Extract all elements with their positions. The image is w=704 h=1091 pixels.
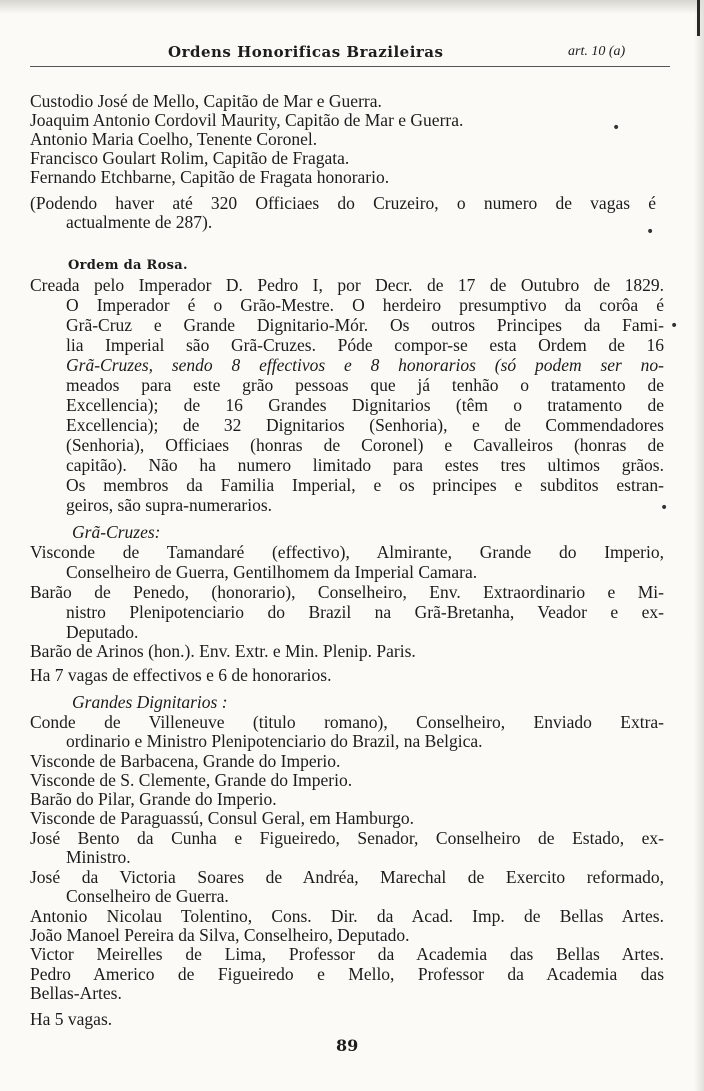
officer-line: Joaquim Antonio Cordovil Maurity, Capitão de Mar e Guerra. bbox=[30, 110, 464, 130]
section-title: Ordem da Rosa. bbox=[68, 258, 188, 273]
member-line: Victor Meirelles de Lima, Professor da Academia das Bellas Artes. bbox=[30, 944, 664, 964]
subsection-heading: Grandes Dignitarios : bbox=[72, 692, 228, 712]
member-line: Antonio Nicolau Tolentino, Cons. Dir. da Acad. Imp. de Bellas Artes. bbox=[30, 906, 664, 926]
intro-line: Excellencia); de 16 Grandes Dignitarios (têm o tratamento de bbox=[66, 395, 664, 415]
vacancy-line: Ha 5 vagas. bbox=[30, 1009, 113, 1029]
intro-line: Creada pelo Imperador D. Pedro I, por Decr. de 17 de Outubro de 1829. bbox=[30, 275, 664, 295]
member-line: nistro Plenipotenciario do Brazil na Grã-Bretanha, Veador e ex- bbox=[66, 602, 664, 622]
member-line: Visconde de Tamandaré (effectivo), Almirante, Grande do Imperio, bbox=[30, 542, 664, 562]
member-line: Conde de Villeneuve (titulo romano), Conselheiro, Enviado Extra- bbox=[30, 712, 664, 732]
member-line: Barão de Penedo, (honorario), Conselheiro, Env. Extraordinario e Mi- bbox=[30, 582, 664, 602]
vacancy-note-line: actualmente de 287). bbox=[66, 212, 213, 232]
member-line: João Manoel Pereira da Silva, Conselheiro, Deputado. bbox=[30, 925, 410, 945]
intro-line: geiros, são supra-numerarios. bbox=[66, 495, 273, 515]
header-rule bbox=[30, 66, 670, 67]
member-line: Bellas-Artes. bbox=[30, 983, 122, 1003]
subsection-heading: Grã-Cruzes: bbox=[72, 522, 161, 542]
intro-line: Os membros da Familia Imperial, e os principes e subditos estran- bbox=[66, 475, 664, 495]
member-line: José da Victoria Soares de Andréa, Marechal de Exercito reformado, bbox=[30, 867, 664, 887]
margin-speck: • bbox=[670, 318, 679, 334]
member-line: Ministro. bbox=[66, 847, 131, 867]
officer-line: Francisco Goulart Rolim, Capitão de Fragata. bbox=[30, 148, 350, 168]
article-reference: art. 10 (a) bbox=[568, 44, 626, 59]
member-line: Visconde de Paraguassú, Consul Geral, em Hamburgo. bbox=[30, 808, 415, 828]
spine-mark bbox=[697, 0, 700, 36]
margin-speck: • bbox=[612, 120, 621, 136]
intro-line: O Imperador é o Grão-Mestre. O herdeiro presumptivo da corôa é bbox=[66, 295, 664, 315]
running-title: Ordens Honorificas Brazileiras bbox=[168, 43, 444, 61]
intro-line: (Senhoria), Officiaes (honras de Coronel) e Cavalleiros (honras de bbox=[66, 435, 664, 455]
scan-edge-top bbox=[0, 0, 704, 14]
margin-speck: • bbox=[660, 500, 669, 516]
page-header bbox=[0, 40, 704, 66]
intro-line: lia Imperial são Grã-Cruzes. Póde compor-se esta Ordem de 16 bbox=[66, 335, 664, 355]
intro-line: Grã-Cruzes, sendo 8 effectivos e 8 honorarios (só podem ser no- bbox=[66, 355, 664, 375]
vacancy-note-line: (Podendo haver até 320 Officiaes do Cruzeiro, o numero de vagas é bbox=[30, 193, 656, 213]
member-line: Visconde de Barbacena, Grande do Imperio. bbox=[30, 751, 341, 771]
vacancy-line: Ha 7 vagas de effectivos e 6 de honorarios. bbox=[30, 665, 332, 685]
member-line: Conselheiro de Guerra, Gentilhomem da Imperial Camara. bbox=[66, 562, 478, 582]
margin-speck: • bbox=[646, 224, 655, 240]
member-line: Barão do Pilar, Grande do Imperio. bbox=[30, 789, 277, 809]
officer-line: Fernando Etchbarne, Capitão de Fragata honorario. bbox=[30, 167, 390, 187]
member-line: Visconde de S. Clemente, Grande do Imperio. bbox=[30, 770, 353, 790]
intro-line: Excellencia); de 32 Dignitarios (Senhoria), e de Commendadores bbox=[66, 415, 664, 435]
intro-line: Grã-Cruz e Grande Dignitario-Mór. Os outros Principes da Fami- bbox=[66, 315, 664, 335]
member-line: Pedro Americo de Figueiredo e Mello, Professor da Academia das bbox=[30, 964, 664, 984]
page-number: 89 bbox=[336, 1036, 359, 1055]
intro-line: capitão). Não ha numero limitado para estes tres ultimos grãos. bbox=[66, 455, 664, 475]
member-line: Conselheiro de Guerra. bbox=[66, 886, 229, 906]
member-line: ordinario e Ministro Plenipotenciario do Brazil, na Belgica. bbox=[66, 731, 483, 751]
member-line: Barão de Arinos (hon.). Env. Extr. e Min. Plenip. Paris. bbox=[30, 641, 416, 661]
officer-line: Antonio Maria Coelho, Tenente Coronel. bbox=[30, 129, 318, 149]
member-line: José Bento da Cunha e Figueiredo, Senador, Conselheiro de Estado, ex- bbox=[30, 828, 664, 848]
officer-line: Custodio José de Mello, Capitão de Mar e Guerra. bbox=[30, 91, 382, 111]
intro-line: meados para este grão pessoas que já tenhão o tratamento de bbox=[66, 375, 664, 395]
scan-edge-right bbox=[694, 0, 704, 1091]
member-line: Deputado. bbox=[66, 622, 139, 642]
